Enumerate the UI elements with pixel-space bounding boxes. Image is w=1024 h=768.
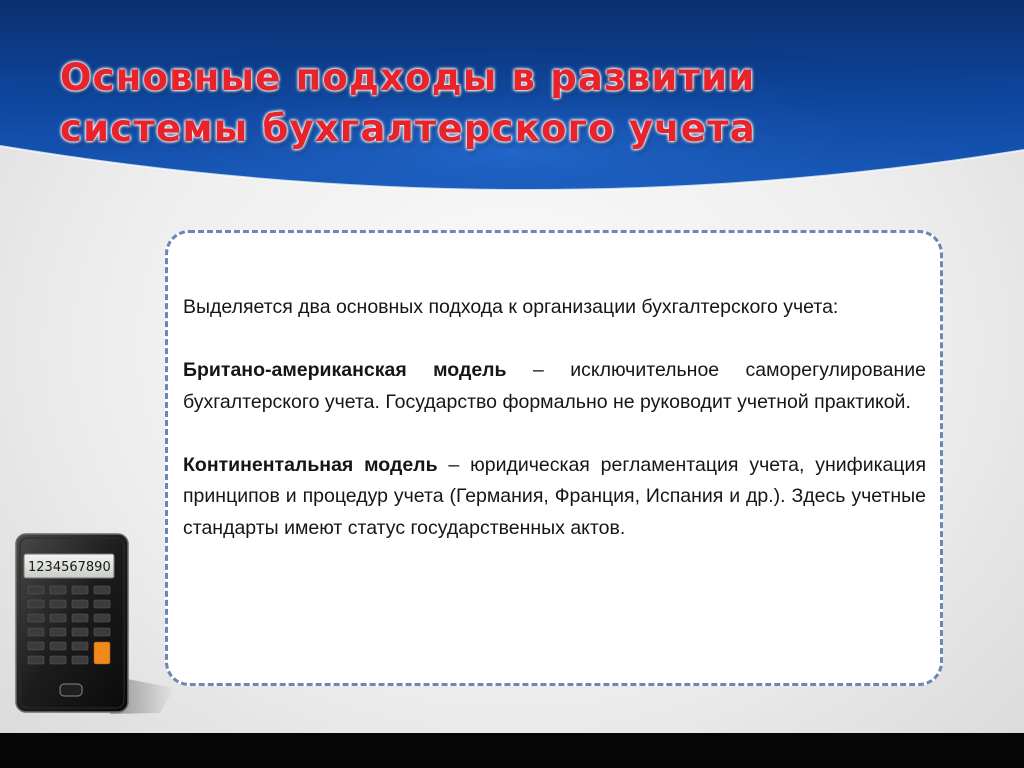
intro-paragraph: Выделяется два основных подхода к организации бухгалтерского учета: — [183, 296, 839, 318]
model-continental-dash: – — [437, 453, 471, 476]
title-line-1: Основные подходы в развитии — [60, 56, 756, 99]
model-continental — [183, 450, 926, 545]
model-continental-description: юридическая регламентация учета, унификация принципов и процедур учета (Германия, Франция, Испания и др.). Здесь учетные стандарты имеют статус государственных актов. — [183, 453, 927, 539]
slide-title — [60, 52, 756, 154]
calculator-icon — [10, 528, 175, 718]
title-line-2: системы бухгалтерского учета — [60, 107, 756, 150]
content-text — [183, 292, 926, 544]
model-british-american-name: Британо-американская модель — [183, 359, 507, 381]
model-british-american-description: исключительное саморегулирование бухгалтерского учета. Государство формально не руководит учетной практикой. — [183, 359, 926, 413]
model-british-american — [183, 355, 926, 418]
model-continental-name: Континентальная модель — [183, 453, 438, 476]
calculator-display-text: 1234567890 — [28, 560, 111, 575]
bottom-bar — [0, 733, 1024, 768]
model-british-american-dash: – — [506, 359, 571, 381]
